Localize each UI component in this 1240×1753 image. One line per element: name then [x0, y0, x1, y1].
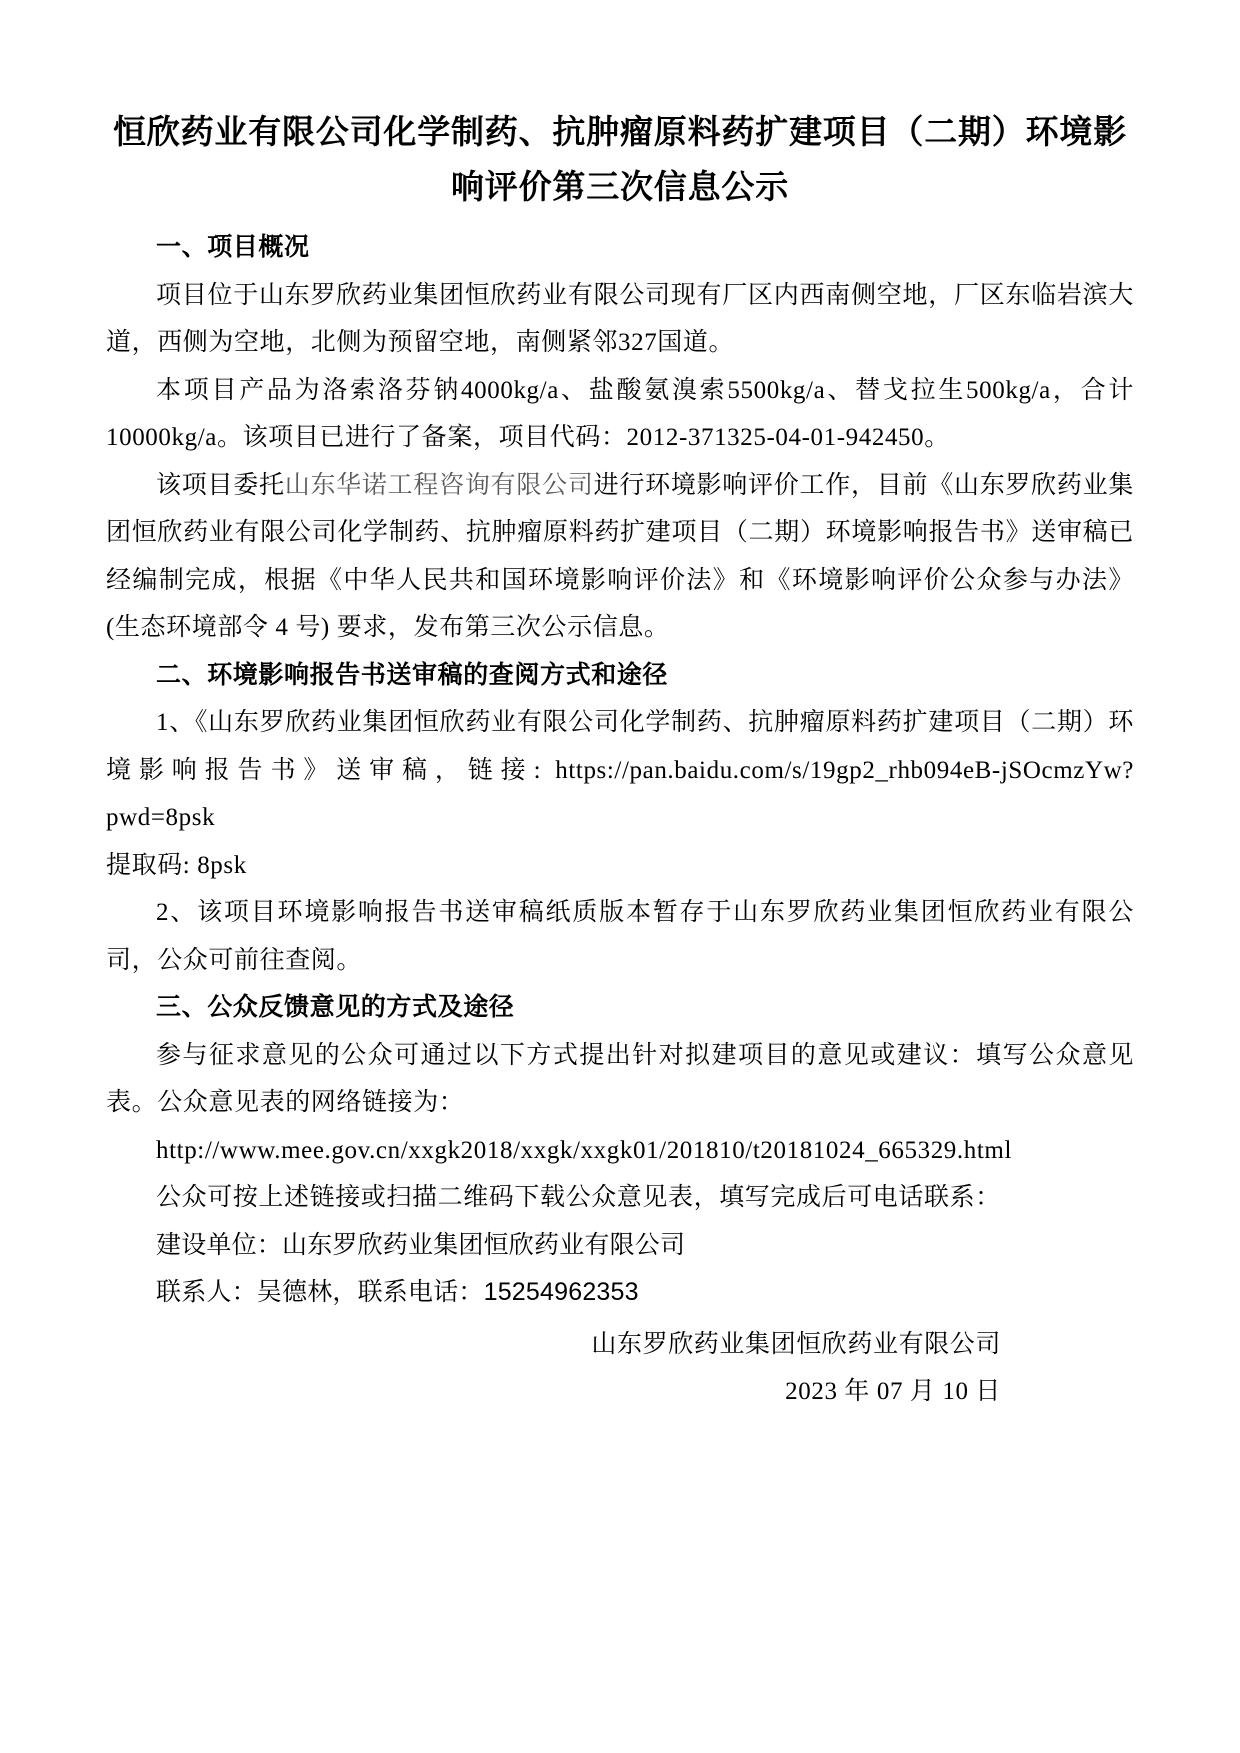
- paragraph-commission: [106, 462, 1134, 652]
- construction-unit-line: 建设单位：山东罗欣药业集团恒欣药业有限公司: [156, 1230, 686, 1259]
- signature-company: 山东罗欣药业集团恒欣药业有限公司: [591, 1330, 1001, 1358]
- paragraph-download-instruction: 公众可按上述链接或扫描二维码下载公众意见表，填写完成后可电话联系：: [156, 1184, 1001, 1211]
- contact-person-line: 联系人：吴德林，联系电话：15254962353: [156, 1278, 639, 1306]
- paragraph-project-products: 本项目产品为洛索洛芬钠4000kg/a、盐酸氨溴索5500kg/a、替戈拉生500kg/a，合计10000kg/a。该项目已进行了备案，项目代码：2012-371325-04-01-942450。: [106, 376, 1134, 451]
- consultant-company-name: 山东华诺工程咨询有限公司: [284, 471, 594, 499]
- extraction-code-line: 提取码: 8psk: [106, 851, 247, 879]
- page-title-line2: 响评价第三次信息公示: [451, 168, 789, 205]
- commission-suffix-text: 进行环境影响评价工作，目前《山东罗欣药业集团恒欣药业有限公司化学制药、抗肿瘤原料药扩建项目（二期）环境影响报告书》送审稿已经编制完成，根据《中华人民共和国环境影响评价法》和《环境影响评价公众参与办法》 (生态环境部令 4 号) 要求，发布第三次公示信息。: [106, 471, 1134, 641]
- document-body: [106, 224, 1134, 1416]
- paragraph-paper-copy: 2、该项目环境影响报告书送审稿纸质版本暂存于山东罗欣药业集团恒欣药业有限公司，公众可前往查阅。: [106, 899, 1134, 974]
- signature-date: 2023 年 07 月 10 日: [785, 1378, 1001, 1405]
- section-1-heading: 一、项目概况: [156, 233, 310, 261]
- paragraph-feedback-method: 参与征求意见的公众可通过以下方式提出针对拟建项目的意见或建议：填写公众意见表。公众意见表的网络链接为：: [106, 1041, 1134, 1116]
- paragraph-project-location: 项目位于山东罗欣药业集团恒欣药业有限公司现有厂区内西南侧空地，厂区东临岩滨大道，西侧为空地，北侧为预留空地，南侧紧邻327国道。: [106, 281, 1134, 356]
- paragraph-report-link: 1、《山东罗欣药业集团恒欣药业有限公司化学制药、抗肿瘤原料药扩建项目（二期）环境影响报告书》送审稿，链接: https://pan.baidu.com/s/19gp2_rhb094eB-jSOcmzYw?pwd=8psk: [106, 709, 1134, 831]
- signature-block: [106, 1321, 1134, 1416]
- commission-prefix-text: 该项目委托: [156, 471, 285, 499]
- page-title: [106, 104, 1134, 214]
- section-2-heading: 二、环境影响报告书送审稿的查阅方式和途径: [156, 660, 669, 689]
- comment-form-link: http://www.mee.gov.cn/xxgk2018/xxgk/xxgk01/201810/t20181024_665329.html: [156, 1136, 1012, 1164]
- section-3-heading: 三、公众反馈意见的方式及途径: [156, 993, 515, 1021]
- page-title-line1: 恒欣药业有限公司化学制药、抗肿瘤原料药扩建项目（二期）环境影: [113, 113, 1127, 150]
